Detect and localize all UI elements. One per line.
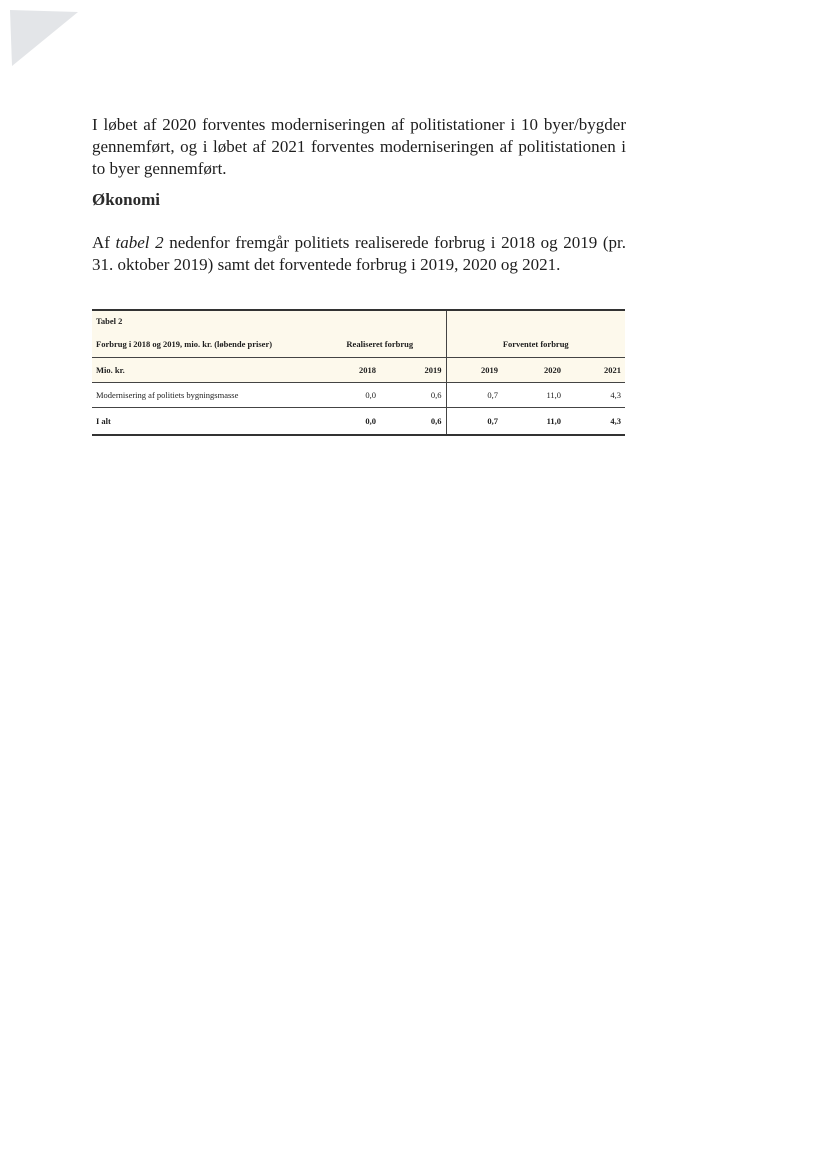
column-header: 2019 — [446, 358, 502, 383]
cell-value: 4,3 — [610, 390, 621, 400]
cell-value: 0,6 — [380, 383, 446, 408]
total-row — [92, 408, 625, 436]
total-value: 4,3 — [565, 408, 625, 436]
row-label: Modernisering af politiets bygningsmasse — [96, 390, 239, 400]
cell-value: 11,0 — [546, 390, 561, 400]
page-corner-fold — [0, 0, 80, 70]
column-header: 2018 — [314, 358, 380, 383]
unit-label: Mio. kr. — [92, 358, 314, 383]
table-reference-paragraph: Af tabel 2 nedenfor fremgår politiets realiserede forbrug i 2018 og 2019 (pr. 31. oktober 2019) samt det forventede forbrug i 2019, 2020 og 2021. — [92, 233, 626, 274]
total-value: 11,0 — [502, 408, 565, 436]
column-header: 2020 — [502, 358, 565, 383]
table-row — [92, 383, 625, 408]
cell-value: 0,7 — [487, 390, 498, 400]
section-heading: Økonomi — [92, 190, 161, 209]
expenditure-table — [92, 309, 625, 436]
intro-paragraph: I løbet af 2020 forventes moderniseringen af politistationer i 10 byer/bygder gennemført, og i løbet af 2021 forventes moderniseringen af politistationen i to byer gennemført. — [92, 115, 626, 178]
column-header: 2021 — [565, 358, 625, 383]
total-value: 0,7 — [446, 408, 502, 436]
group-header-expected: Forventet forbrug — [502, 339, 569, 349]
total-value: 0,6 — [380, 408, 446, 436]
cell-value: 0,0 — [365, 390, 376, 400]
total-label: I alt — [92, 408, 314, 436]
group-header-realized: Realiseret forbrug — [314, 331, 446, 358]
table-title: Tabel 2 — [96, 316, 123, 326]
column-header: 2019 — [380, 358, 446, 383]
table-subtitle: Forbrug i 2018 og 2019, mio. kr. (løbende priser) — [96, 339, 273, 349]
total-value: 0,0 — [314, 408, 380, 436]
table-reference: tabel 2 — [115, 233, 164, 252]
